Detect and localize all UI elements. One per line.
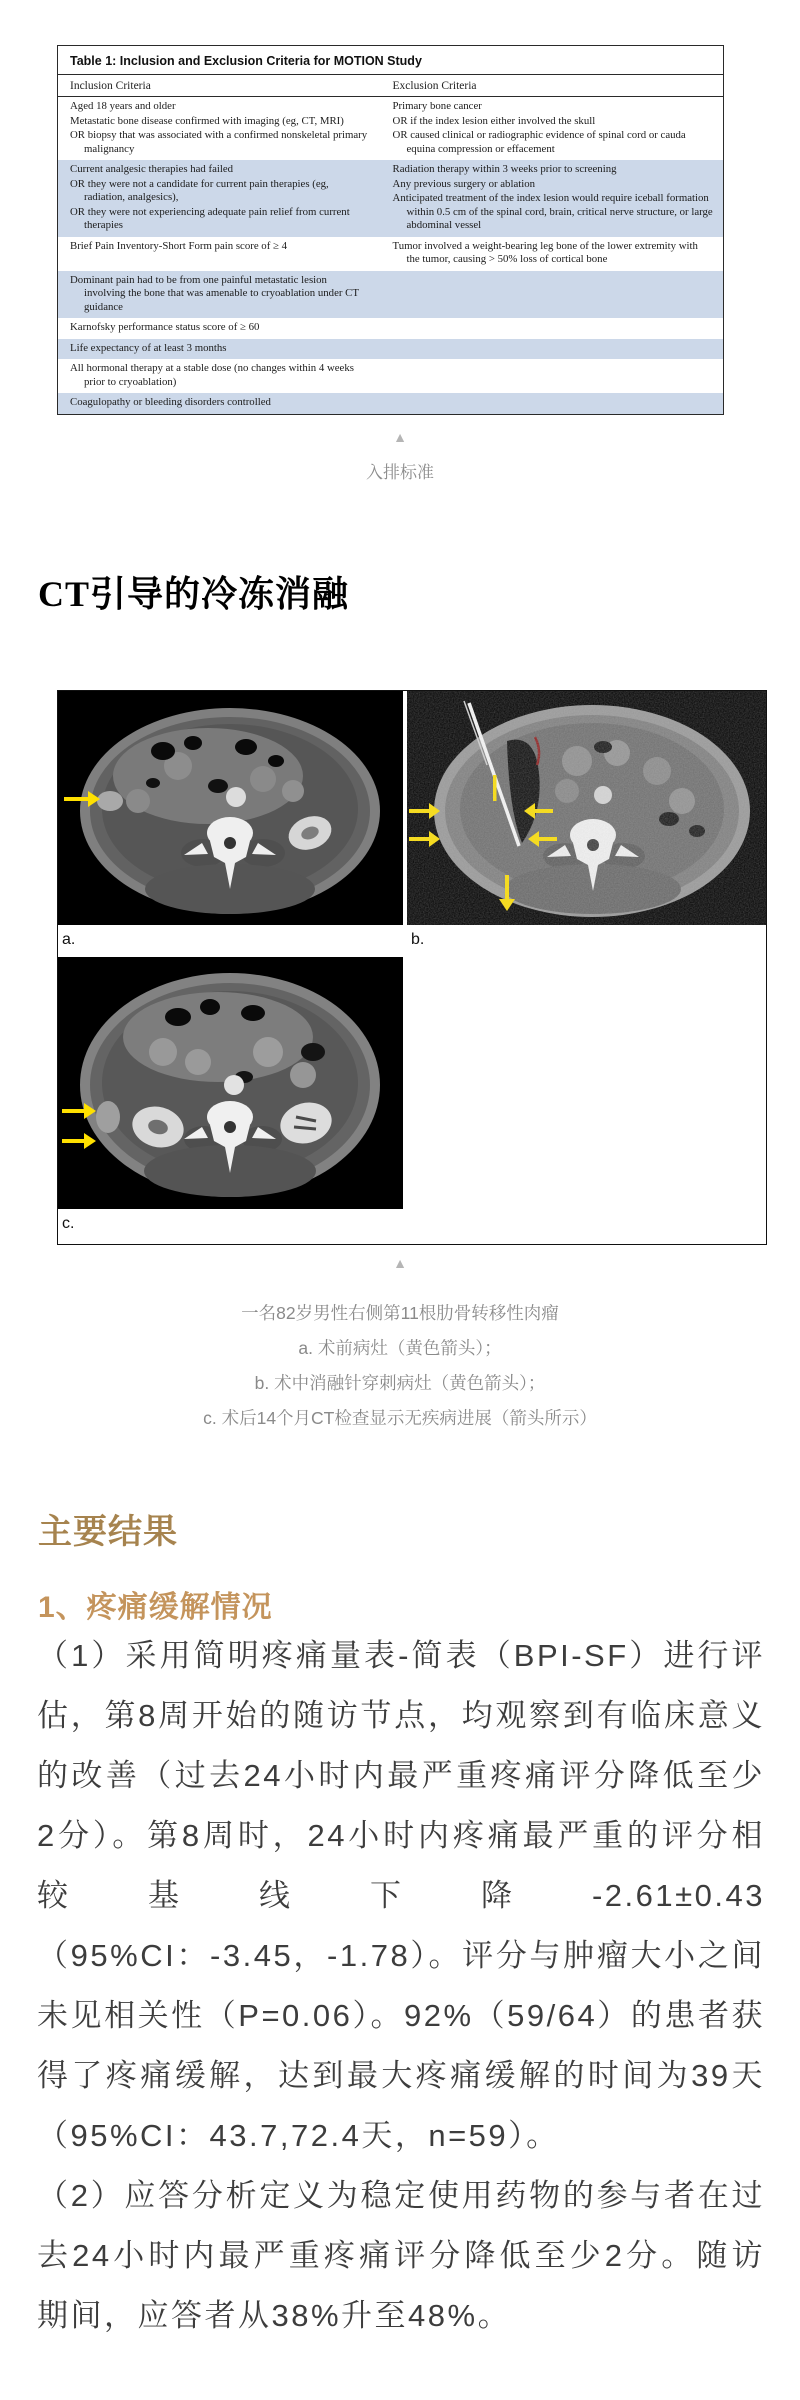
criteria-item: Aged 18 years and older [70, 100, 176, 112]
inclusion-cell [58, 359, 381, 393]
result-paragraph: （1）采用简明疼痛量表-简表（BPI-SF）进行评估，第8周开始的随访节点，均观察到有临床意义的改善（过去24小时内最严重疼痛评分降低至少2分）。第8周时，24小时内疼痛最严重的评分相较基线下降-2.61±0.43（95%CI：-3.45，-1.78）。评分与肿瘤大小之间未见相关性（P=0.06）。92%（59/64）的患者获得了疼痛缓解，达到最大疼痛缓解的时间为39天（95%CI：43.7,72.4天，n=59）。 [37, 1638, 765, 2153]
criteria-item: OR biopsy that was associated with a confirmed nonskeletal primary malignancy [70, 129, 368, 155]
inclusion-exclusion-table [57, 45, 724, 415]
criteria-item: Tumor involved a weight-bearing leg bone of the lower extremity with the tumor, causing > 50% loss of cortical bone [392, 239, 698, 265]
exclusion-cell [381, 271, 723, 319]
table-row [58, 97, 723, 160]
ct-image-b [407, 691, 766, 925]
criteria-item: Current analgesic therapies had failed [70, 163, 234, 175]
criteria-item: OR if the index lesion either involved the skull [392, 114, 596, 127]
ct-figure [57, 690, 767, 1245]
panel-label-b: b. [411, 931, 425, 948]
triangle-up-icon: ▲ [393, 429, 407, 445]
result-paragraph: （2）应答分析定义为稳定使用药物的参与者在过去24小时内最严重疼痛评分降低至少2分。随访期间，应答者从38%升至48%。 [37, 2178, 765, 2333]
figure-caption [0, 1296, 800, 1436]
exclusion-cell [381, 359, 723, 393]
table-row [58, 318, 723, 339]
criteria-item: Dominant pain had to be from one painful metastatic lesion involving the bone that was amenable to cryoablation under CT guidance [70, 273, 359, 313]
criteria-item: Radiation therapy within 3 weeks prior to screening [392, 163, 617, 175]
table-col-inclusion: Inclusion Criteria [70, 80, 151, 92]
results-heading: 主要结果 [38, 1514, 178, 1551]
table-row [58, 393, 723, 414]
exclusion-cell [381, 160, 723, 237]
table-row [58, 359, 723, 393]
table-title: Table 1: Inclusion and Exclusion Criteria for MOTION Study [70, 54, 422, 68]
table-body [58, 97, 723, 414]
table-row [58, 160, 723, 237]
table-row [58, 339, 723, 360]
panel-label-c: c. [62, 1215, 75, 1232]
inclusion-cell [58, 339, 381, 360]
exclusion-cell [381, 339, 723, 360]
results-body [37, 1626, 765, 2346]
figure-caption-line: b. 术中消融针穿刺病灶（黄色箭头）； [254, 1373, 546, 1393]
criteria-item: OR they were not a candidate for current pain therapies (eg, radiation, analgesics), [70, 177, 329, 203]
section-heading-cryoablation: CT引导的冷冻消融 [38, 574, 350, 614]
exclusion-cell [381, 97, 723, 160]
figure-caption-line: a. 术前病灶（黄色箭头）； [298, 1338, 502, 1358]
criteria-item: OR caused clinical or radiographic evidence of spinal cord or cauda equina compression or effacement [392, 129, 686, 155]
table-row [58, 271, 723, 319]
exclusion-cell [381, 318, 723, 339]
criteria-item: Any previous surgery or ablation [392, 177, 536, 190]
ct-image-a [58, 691, 403, 925]
panel-label-a: a. [62, 931, 76, 948]
criteria-item: Karnofsky performance status score of ≥ 60 [70, 321, 260, 333]
pain-relief-subheading: 1、疼痛缓解情况 [38, 1591, 273, 1624]
table-col-exclusion: Exclusion Criteria [392, 80, 477, 92]
table-caption: 入排标准 [366, 463, 434, 482]
criteria-item: Life expectancy of at least 3 months [70, 341, 227, 354]
table-row [58, 237, 723, 271]
exclusion-cell [381, 237, 723, 271]
inclusion-cell [58, 393, 381, 414]
table-header-row [58, 74, 723, 97]
ct-image-c [58, 957, 403, 1209]
exclusion-cell [381, 393, 723, 414]
inclusion-cell [58, 318, 381, 339]
criteria-item: Metastatic bone disease confirmed with imaging (eg, CT, MRI) [70, 114, 344, 127]
inclusion-cell [58, 97, 381, 160]
triangle-up-icon: ▲ [393, 1255, 407, 1271]
inclusion-cell [58, 160, 381, 237]
criteria-item: All hormonal therapy at a stable dose (no changes within 4 weeks prior to cryoablation) [70, 362, 354, 388]
inclusion-cell [58, 237, 381, 271]
figure-caption-line: 一名82岁男性右侧第11根肋骨转移性肉瘤 [241, 1303, 559, 1323]
criteria-item: Anticipated treatment of the index lesion would require iceball formation within 0.5 cm of the spinal cord, brain, critical nerve structure, or large abdominal vessel [392, 192, 713, 231]
criteria-item: Coagulopathy or bleeding disorders controlled [70, 396, 271, 408]
criteria-item: Primary bone cancer [392, 100, 482, 112]
inclusion-cell [58, 271, 381, 319]
criteria-item: Brief Pain Inventory-Short Form pain score of ≥ 4 [70, 239, 288, 252]
figure-caption-line: c. 术后14个月CT检查显示无疾病进展（箭头所示） [203, 1408, 597, 1428]
criteria-item: OR they were not experiencing adequate pain relief from current therapies [70, 205, 350, 231]
